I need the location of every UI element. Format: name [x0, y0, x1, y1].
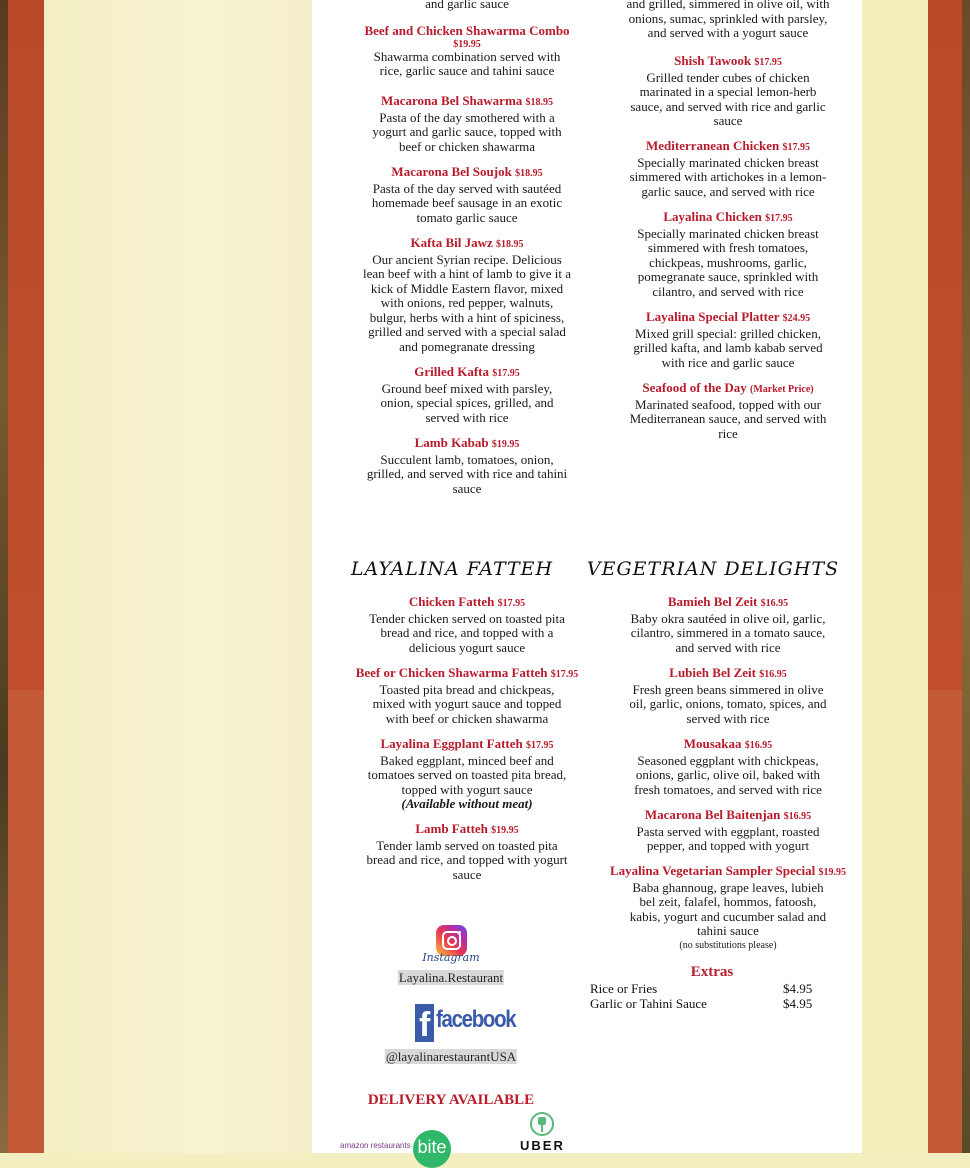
- item-price: $19.95: [491, 439, 520, 450]
- item-description: and grilled, simmered in olive oil, with onions, sumac, sprinkled with parsley, and served with a yogurt sauce: [626, 0, 830, 40]
- item-name: Chicken Fatteh: [408, 594, 495, 609]
- item-name: Layalina Eggplant Fatteh: [380, 736, 523, 751]
- item-name-line: [588, 210, 868, 227]
- menu-item: [327, 165, 607, 225]
- item-name: Lamb Fatteh: [415, 821, 488, 836]
- item-name: Macarona Bel Shawarma: [380, 93, 523, 108]
- item-price: $18.95: [525, 97, 554, 108]
- menu-item: [327, 365, 607, 425]
- menu-item: [327, 94, 607, 154]
- instagram-logo-text: Instagram: [422, 951, 480, 964]
- item-price: $18.95: [515, 168, 543, 179]
- item-name-line: [327, 595, 607, 612]
- item-price: $16.95: [760, 598, 789, 609]
- extras-price: $4.95: [783, 981, 813, 996]
- item-name-line: [327, 436, 607, 453]
- item-price: $17.95: [497, 598, 526, 609]
- menu-item: [327, 236, 607, 354]
- item-name-line: [588, 54, 868, 71]
- item-price: $17.95: [526, 740, 554, 751]
- item-name-line: [588, 139, 868, 156]
- item-note: (Available without meat): [401, 796, 533, 811]
- item-name: Shish Tawook: [674, 53, 752, 68]
- menu-item: [327, 0, 607, 12]
- extras-price: $4.95: [783, 996, 813, 1011]
- item-name: Layalina Vegetarian Sampler Special: [610, 863, 816, 878]
- item-name-line: [327, 666, 607, 683]
- item-description: Pasta served with eggplant, roasted pepper, and topped with yogurt: [636, 823, 820, 853]
- item-description: Succulent lamb, tomatoes, onion, grilled, and served with rice and tahini sauce: [366, 451, 568, 496]
- item-description: Marinated seafood, topped with our Mediterranean sauce, and served with rice: [629, 396, 827, 441]
- item-description: Ground beef mixed with parsley, onion, special spices, grilled, and served with rice: [380, 380, 554, 425]
- menu-item: [588, 310, 868, 370]
- menu-item: [588, 808, 868, 854]
- item-name: Layalina Special Platter: [645, 309, 780, 324]
- item-price: $17.95: [754, 57, 782, 68]
- menu-item: [588, 0, 868, 41]
- item-name: Layalina Chicken: [663, 209, 762, 224]
- item-name-line: [327, 165, 607, 182]
- item-name-line: [588, 310, 868, 327]
- amazon-restaurants-logo: amazon restaurants: [340, 1141, 411, 1150]
- item-name: Seafood of the Day: [642, 380, 747, 395]
- item-price: $19.95: [818, 867, 846, 878]
- menu-item: [327, 436, 607, 496]
- item-description: Pasta of the day served with sautéed homemade beef sausage in an exotic tomato garlic sauce: [371, 180, 563, 225]
- instagram-handle[interactable]: Layalina.Restaurant: [398, 970, 504, 985]
- item-name-line: [327, 365, 607, 382]
- frame-edge-right: [962, 0, 970, 1153]
- item-name: Bamieh Bel Zeit: [667, 594, 758, 609]
- item-description: Baby okra sautéed in olive oil, garlic, cilantro, simmered in a tomato sauce, and served with rice: [630, 610, 826, 655]
- item-name-line: [327, 236, 607, 253]
- extras-title: Extras: [690, 964, 734, 980]
- item-name: Beef and Chicken Shawarma Combo: [364, 23, 570, 38]
- item-name: Macarona Bel Soujok: [391, 164, 512, 179]
- item-name: Beef or Chicken Shawarma Fatteh: [355, 665, 548, 680]
- item-price: $17.95: [765, 213, 793, 224]
- item-name-line: [588, 808, 868, 825]
- item-price: $16.95: [783, 811, 812, 822]
- background-left: [44, 0, 312, 1153]
- item-name-line: [327, 737, 607, 754]
- uber-logo: UBER: [520, 1138, 565, 1153]
- frame-edge-left: [0, 0, 8, 1153]
- item-description: Tender chicken served on toasted pita bread and rice, and topped with a delicious yogurt sauce: [369, 610, 565, 655]
- frame-border-left: [8, 0, 44, 1153]
- menu-item: [327, 666, 607, 726]
- item-price: $16.95: [759, 669, 787, 680]
- extras-label: Rice or Fries: [590, 981, 658, 996]
- item-description: Toasted pita bread and chickpeas, mixed with yogurt sauce and topped with beef or chicken shawarma: [372, 681, 562, 726]
- item-price: $24.95: [782, 313, 811, 324]
- item-description: Fresh green beans simmered in olive oil, garlic, onions, tomato, spices, and served with rice: [629, 681, 827, 726]
- menu-item: [588, 54, 868, 129]
- menu-item: [588, 737, 868, 797]
- item-name-line: [588, 666, 868, 683]
- item-description: Baba ghannoug, grape leaves, lubieh bel zeit, falafel, hommos, fatoosh, kabis, yogurt and cucumber salad and tahini sauce: [629, 879, 827, 938]
- uber-eats-fork-icon: [530, 1112, 554, 1136]
- bite-logo-text: bite: [417, 1137, 447, 1157]
- item-name-line: [588, 595, 868, 612]
- menu-item: [327, 595, 607, 655]
- item-price: $16.95: [744, 740, 773, 751]
- menu-item: [588, 595, 868, 655]
- item-description: Specially marinated chicken breast simmered with fresh tomatoes, chickpeas, mushrooms, garlic, pomegranate sauce, sprinkled with cilantro, and served with rice: [637, 225, 819, 299]
- menu-item: [327, 822, 607, 882]
- item-price: $17.95: [782, 142, 810, 153]
- facebook-logo-text: facebook: [436, 1006, 516, 1033]
- item-name: Grilled Kafta: [414, 364, 489, 379]
- menu-item: [588, 666, 868, 726]
- item-price: (Market Price): [750, 384, 814, 395]
- item-name-line: [327, 94, 607, 111]
- item-name: Kafta Bil Jawz: [410, 235, 493, 250]
- item-price: $19.95: [491, 825, 519, 836]
- item-name-line: [327, 822, 607, 839]
- item-price: $17.95: [492, 368, 520, 379]
- item-price: $19.95: [453, 38, 481, 50]
- item-description: Tender lamb served on toasted pita bread and rice, and topped with yogurt sauce: [366, 837, 568, 882]
- facebook-icon[interactable]: f: [415, 1004, 434, 1042]
- item-description: Grilled tender cubes of chicken marinated in a special lemon-herb sauce, and served with rice and garlic sauce: [630, 69, 826, 128]
- item-description: Pasta of the day smothered with a yogurt and garlic sauce, topped with beef or chicken shawarma: [372, 109, 562, 154]
- item-description: Specially marinated chicken breast simmered with artichokes in a lemon- garlic sauce, and served with rice: [629, 154, 827, 199]
- item-note: (no substitutions please): [679, 939, 777, 951]
- item-description: Mixed grill special: grilled chicken, grilled kafta, and lamb kabab served with rice and garlic sauce: [633, 325, 823, 370]
- menu-item: [588, 381, 868, 441]
- item-description: Baked eggplant, minced beef and tomatoes served on toasted pita bread, topped with yogurt sauce: [367, 752, 567, 797]
- item-description: Seasoned eggplant with chickpeas, onions, garlic, olive oil, baked with fresh tomatoes, and served with rice: [634, 752, 822, 797]
- extras-label: Garlic or Tahini Sauce: [590, 996, 707, 1011]
- menu-item: [588, 210, 868, 299]
- item-description: and garlic sauce: [425, 0, 509, 11]
- item-name-line: [588, 381, 868, 398]
- menu-item: [327, 737, 607, 812]
- section-heading-fatteh: LAYALINA FATTEH: [350, 558, 554, 580]
- item-name-line: [327, 24, 607, 39]
- item-name: Lamb Kabab: [414, 435, 489, 450]
- item-price: $18.95: [496, 239, 524, 250]
- bite-logo: [413, 1130, 451, 1168]
- item-name-line: [588, 737, 868, 754]
- section-heading-vegetarian: VEGETRIAN DELIGHTS: [586, 558, 840, 580]
- item-name: Lubieh Bel Zeit: [669, 665, 756, 680]
- frame-border-right: [928, 0, 962, 1153]
- background-right: [862, 0, 928, 1153]
- item-name: Macarona Bel Baitenjan: [644, 807, 781, 822]
- delivery-title: DELIVERY AVAILABLE: [367, 1092, 535, 1108]
- item-description: Shawarma combination served with rice, garlic sauce and tahini sauce: [373, 48, 561, 78]
- item-description: Our ancient Syrian recipe. Delicious lean beef with a hint of lamb to give it a kick of Middle Eastern flavor, mixed with onions, red pepper, walnuts, bulgur, herbs with a hint of spiciness, grilled and served with a special salad and pomegranate dressing: [363, 251, 571, 354]
- menu-item: [588, 139, 868, 199]
- item-name: Mousakaa: [683, 736, 742, 751]
- item-name: Mediterranean Chicken: [646, 138, 780, 153]
- item-price: $17.95: [550, 669, 579, 680]
- facebook-handle[interactable]: @layalinarestaurantUSA: [385, 1049, 517, 1064]
- menu-item: [327, 24, 607, 79]
- item-name-line: [588, 864, 868, 881]
- menu-item: [588, 864, 868, 953]
